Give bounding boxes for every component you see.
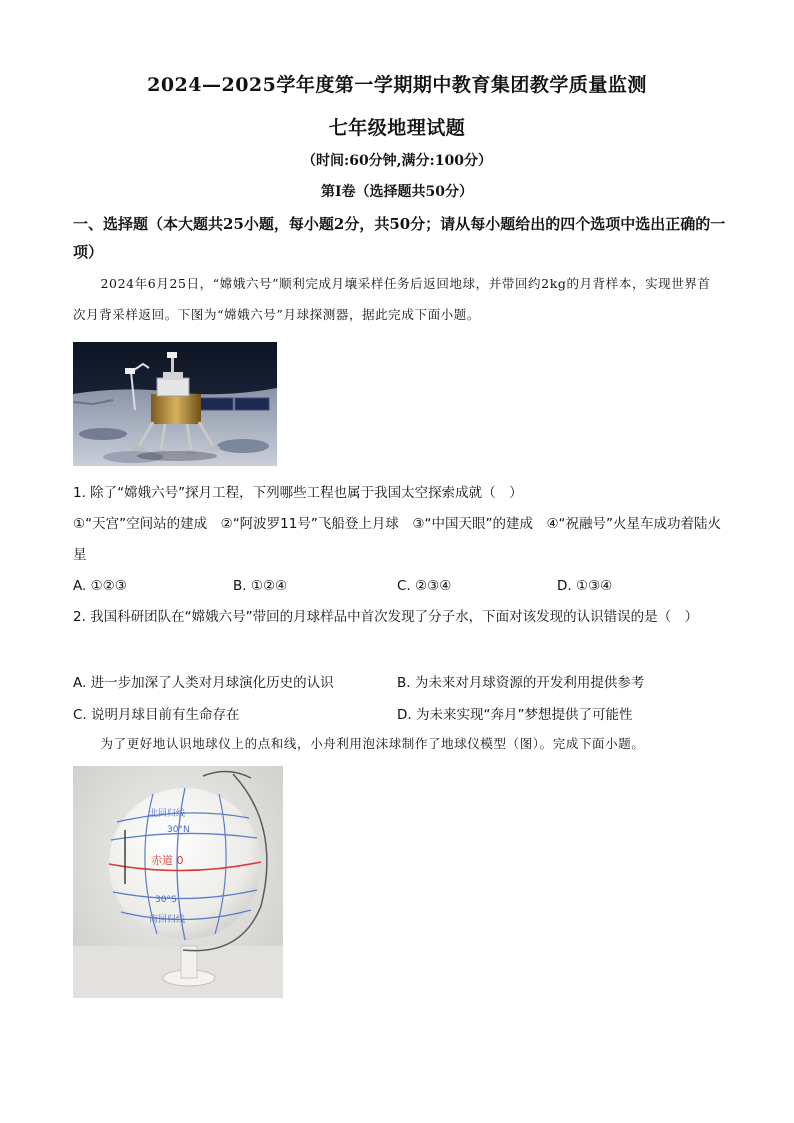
exam-subtitle: 七年级地理试题	[328, 117, 466, 139]
question-1-option-c[interactable]: C. ②③④	[397, 578, 452, 594]
section-heading: 一、选择题（本大题共25小题，每小题2分，共50分；请从每小题给出的四个选项中选出正确的一项）	[73, 215, 726, 261]
question-2-stem: 2. 我国科研团队在“嫦娥六号”带回的月球样品中首次发现了分子水，下面对该发现的认识错误的是（ ）	[73, 609, 699, 625]
exam-title: 2024—2025学年度第一学期期中教育集团教学质量监测	[147, 74, 647, 96]
globe-label-north-tropic: 北回归线	[149, 809, 186, 819]
globe-model-photo	[73, 766, 283, 998]
question-1-statements: ①“天宫”空间站的建成 ②“阿波罗11号”飞船登上月球 ③“中国天眼”的建成 ④“祝融号”火星车成功着陆火星	[73, 516, 722, 563]
passage-chang-e-6: 2024年6月25日，“嫦娥六号”顺利完成月壤采样任务后返回地球，并带回约2kg的月背样本，实现世界首次月背采样返回。下图为“嫦娥六号”月球探测器，据此完成下面小题。	[73, 276, 711, 322]
time-score-line: （时间:60分钟,满分:100分）	[302, 153, 492, 169]
question-1-option-b[interactable]: B. ①②④	[233, 578, 288, 594]
globe-label-30s: 30°S	[155, 895, 177, 905]
globe-label-30n: 30°N	[167, 825, 190, 835]
globe-label-south-tropic: 南回归线	[149, 915, 186, 925]
question-2-option-a[interactable]: A. 进一步加深了人类对月球演化历史的认识	[73, 675, 334, 691]
question-2-option-c[interactable]: C. 说明月球目前有生命存在	[73, 707, 240, 723]
question-1-option-a[interactable]: A. ①②③	[73, 578, 127, 594]
part-heading: 第Ⅰ卷（选择题共50分）	[320, 184, 474, 200]
passage-globe-model: 为了更好地认识地球仪上的点和线，小舟利用泡沫球制作了地球仪模型（图）。完成下面小题。	[100, 736, 645, 751]
question-2-option-b[interactable]: B. 为未来对月球资源的开发利用提供参考	[397, 675, 645, 691]
lander-photo	[73, 342, 277, 466]
globe-label-equator: 赤道 0	[151, 854, 184, 867]
question-1-option-d[interactable]: D. ①③④	[557, 578, 613, 594]
question-1-stem: 1. 除了“嫦娥六号”探月工程，下列哪些工程也属于我国太空探索成就（ ）	[73, 485, 523, 501]
question-2-option-d[interactable]: D. 为未来实现“奔月”梦想提供了可能性	[397, 707, 633, 723]
